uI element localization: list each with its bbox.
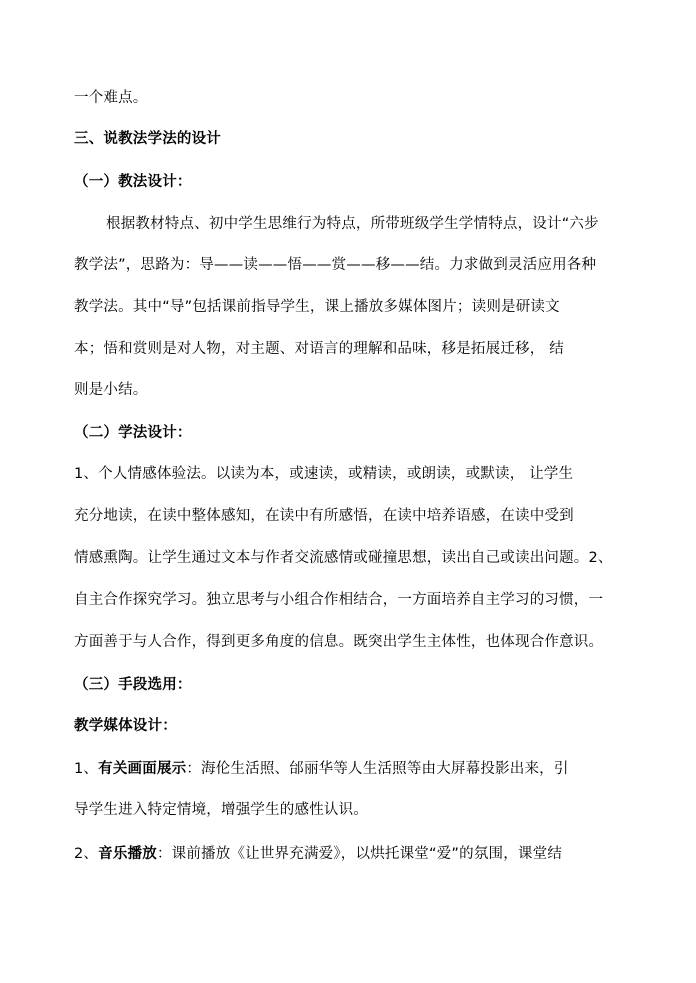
- paragraph-line: 自主合作探究学习。独立思考与小组合作相结合，一方面培养自主学习的习惯，一: [74, 592, 604, 608]
- subsection-heading: （三）手段选用：: [74, 677, 192, 693]
- list-item-text: ：海伦生活照、邰丽华等人生活照等由大屏幕投影出来，引: [186, 761, 569, 777]
- paragraph-line: 根据教材特点、初中学生思维行为特点，所带班级学生学情特点，设计“六步: [106, 216, 599, 232]
- list-item-number: 1、: [74, 761, 99, 777]
- paragraph-line: 则是小结。: [74, 382, 148, 398]
- paragraph-line: 导学生进入特定情境，增强学生的感性认识。: [74, 802, 368, 818]
- list-item-line: [74, 844, 562, 864]
- list-item-title: 音乐播放: [98, 846, 157, 862]
- paragraph-line: 教学法”，思路为：导——读——悟——赏——移——结。力求做到灵活应用各种: [74, 257, 597, 273]
- paragraph-line: 本；悟和赏则是对人物，对主题、对语言的理解和品味，移是拓展迁移， 结: [74, 341, 564, 357]
- list-item-title: 有关画面展示: [98, 761, 187, 777]
- list-item-text: ：课前播放《让世界充满爱》，以烘托课堂“爱”的氛围，课堂结: [156, 846, 563, 862]
- list-item-line: [74, 759, 569, 779]
- section-heading: 三、说教法学法的设计: [74, 131, 221, 147]
- paragraph-line: 情感熏陶。让学生通过文本与作者交流感情或碰撞思想，读出自己或读出问题。2、: [74, 550, 613, 566]
- paragraph-line: 充分地读，在读中整体感知，在读中有所感悟，在读中培养语感，在读中受到: [74, 508, 574, 524]
- subsection-heading: （一）教法设计：: [74, 174, 192, 190]
- list-item-number: 2、: [74, 846, 99, 862]
- paragraph-line: 1、个人情感体验法。以读为本，或速读，或精读，或朗读，或默读， 让学生: [74, 466, 574, 482]
- subheading: 教学媒体设计：: [74, 718, 177, 734]
- paragraph-line: 一个难点。: [74, 90, 148, 106]
- paragraph-line: 教学法。其中“导”包括课前指导学生，课上播放多媒体图片；读则是研读文: [74, 299, 560, 315]
- subsection-heading: （二）学法设计：: [74, 425, 192, 441]
- paragraph-line: 方面善于与人合作，得到更多角度的信息。既突出学生主体性，也体现合作意识。: [74, 634, 604, 650]
